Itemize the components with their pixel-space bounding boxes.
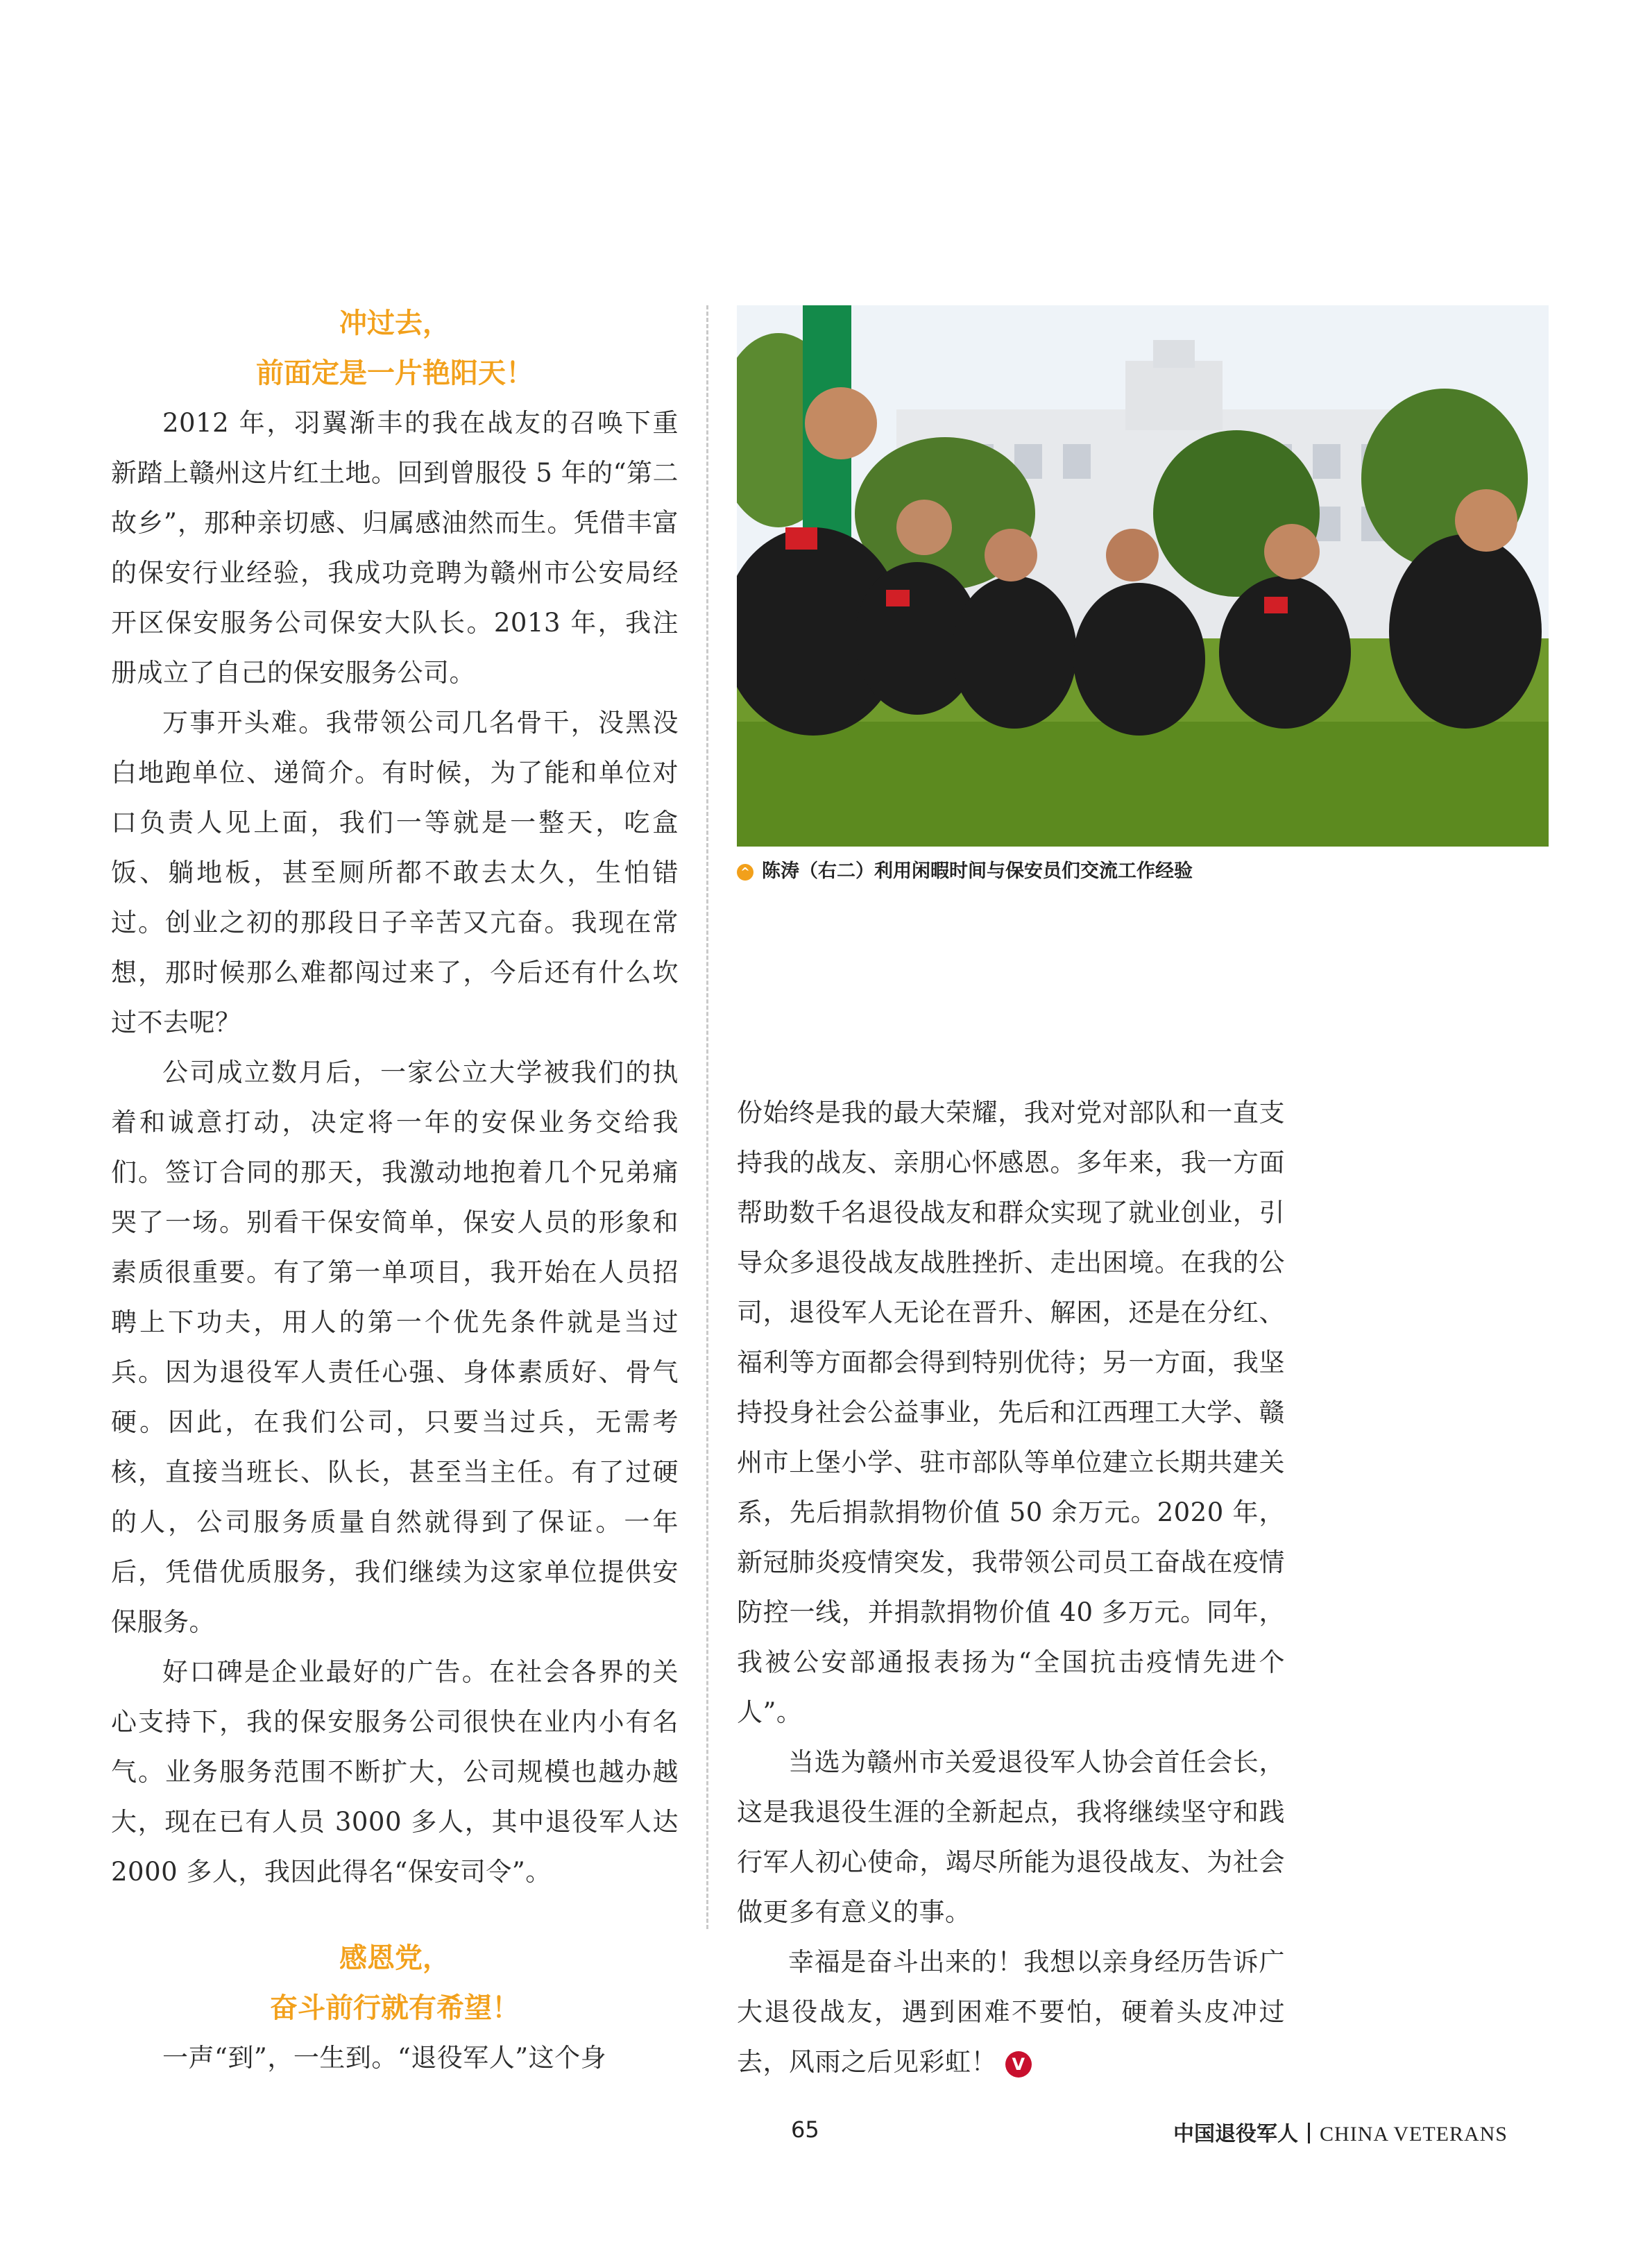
magazine-title-cn: 中国退役军人 [1173,2122,1299,2146]
section1-heading-line1: 冲过去， [339,307,450,339]
magazine-title-en: CHINA VETERANS [1320,2123,1508,2146]
right-column [737,1088,1285,2087]
section2-paragraph-3-text: 幸福是奋斗出来的！我想以亲身经历告诉广大退役战友，遇到困难不要怕，硬着头皮冲过去，风雨之后见彩虹！ [737,1947,1285,2077]
section2-paragraph-start: 一声“到”，一生到。“退役军人”这个身 [162,2043,607,2073]
magazine-separator [1308,2123,1310,2143]
caption-arrow-icon: ^ [737,864,753,881]
magazine-title [1173,2116,1508,2147]
photo-illustration [737,305,1549,847]
photo-caption-text: 陈涛（右二）利用闲暇时间与保安员们交流工作经验 [762,860,1193,882]
section2-paragraph-2: 当选为赣州市关爱退役军人协会首任会长，这是我退役生涯的全新起点，我将继续坚守和践行军人初心使命，竭尽所能为退役战友、为社会做更多有意义的事。 [737,1747,1285,1927]
column-divider [706,305,708,1929]
section2-paragraph-3 [737,1937,1285,2087]
section2-heading-line1: 感恩党， [339,1942,450,1974]
section1-paragraph-1: 2012 年，羽翼渐丰的我在战友的召唤下重新踏上赣州这片红土地。回到曾服役 5 年的“第二故乡”，那种亲切感、归属感油然而生。凭借丰富的保安行业经验，我成功竞聘为赣州市公安局经开区保安服务公司保安大队长。2013 年，我注册成立了自己的保安服务公司。 [111,408,679,688]
left-column [111,298,679,2083]
article-photo [737,305,1549,847]
section2-heading-line2: 奋斗前行就有希望！ [270,1992,520,2024]
section1-paragraph-4: 好口碑是企业最好的广告。在社会各界的关心支持下，我的保安服务公司很快在业内小有名气。业务服务范围不断扩大，公司规模也越办越大，现在已有人员 3000 多人，其中退役军人达 2000 多人，我因此得名“保安司令”。 [111,1657,679,1887]
section2-paragraph-cont: 份始终是我的最大荣耀，我对党对部队和一直支持我的战友、亲朋心怀感恩。多年来，我一方面帮助数千名退役战友和群众实现了就业创业，引导众多退役战友战胜挫折、走出困境。在我的公司，退役军人无论在晋升、解困，还是在分红、福利等方面都会得到特别优待；另一方面，我坚持投身社会公益事业，先后和江西理工大学、赣州市上堡小学、驻市部队等单位建立长期共建关系，先后捐款捐物价值 50 余万元。2020 年，新冠肺炎疫情突发，我带领公司员工奋战在疫情防控一线，并捐款捐物价值 40 多万元。同年，我被公安部通报表扬为“全国抗击疫情先进个人”。 [737,1098,1285,1727]
section1-paragraph-3: 公司成立数月后，一家公立大学被我们的执着和诚意打动，决定将一年的安保业务交给我们。签订合同的那天，我激动地抱着几个兄弟痛哭了一场。别看干保安简单，保安人员的形象和素质很重要。有了第一单项目，我开始在人员招聘上下功夫，用人的第一个优先条件就是当过兵。因为退役军人责任心强、身体素质好、骨气硬。因此，在我们公司，只要当过兵，无需考核，直接当班长、队长，甚至当主任。有了过硬的人，公司服务质量自然就得到了保证。一年后，凭借优质服务，我们继续为这家单位提供安保服务。 [111,1058,679,1637]
end-mark-icon: V [1005,2051,1032,2078]
section1-heading-line2: 前面定是一片艳阳天！ [256,357,534,389]
page-number: 65 [791,2116,819,2143]
section1-paragraph-2: 万事开头难。我带领公司几名骨干，没黑没白地跑单位、递简介。有时候，为了能和单位对口负责人见上面，我们一等就是一整天，吃盒饭、躺地板，甚至厕所都不敢去太久，生怕错过。创业之初的那段日子辛苦又亢奋。我现在常想，那时候那么难都闯过来了，今后还有什么坎过不去呢？ [111,708,679,1037]
photo-caption [737,858,1549,885]
